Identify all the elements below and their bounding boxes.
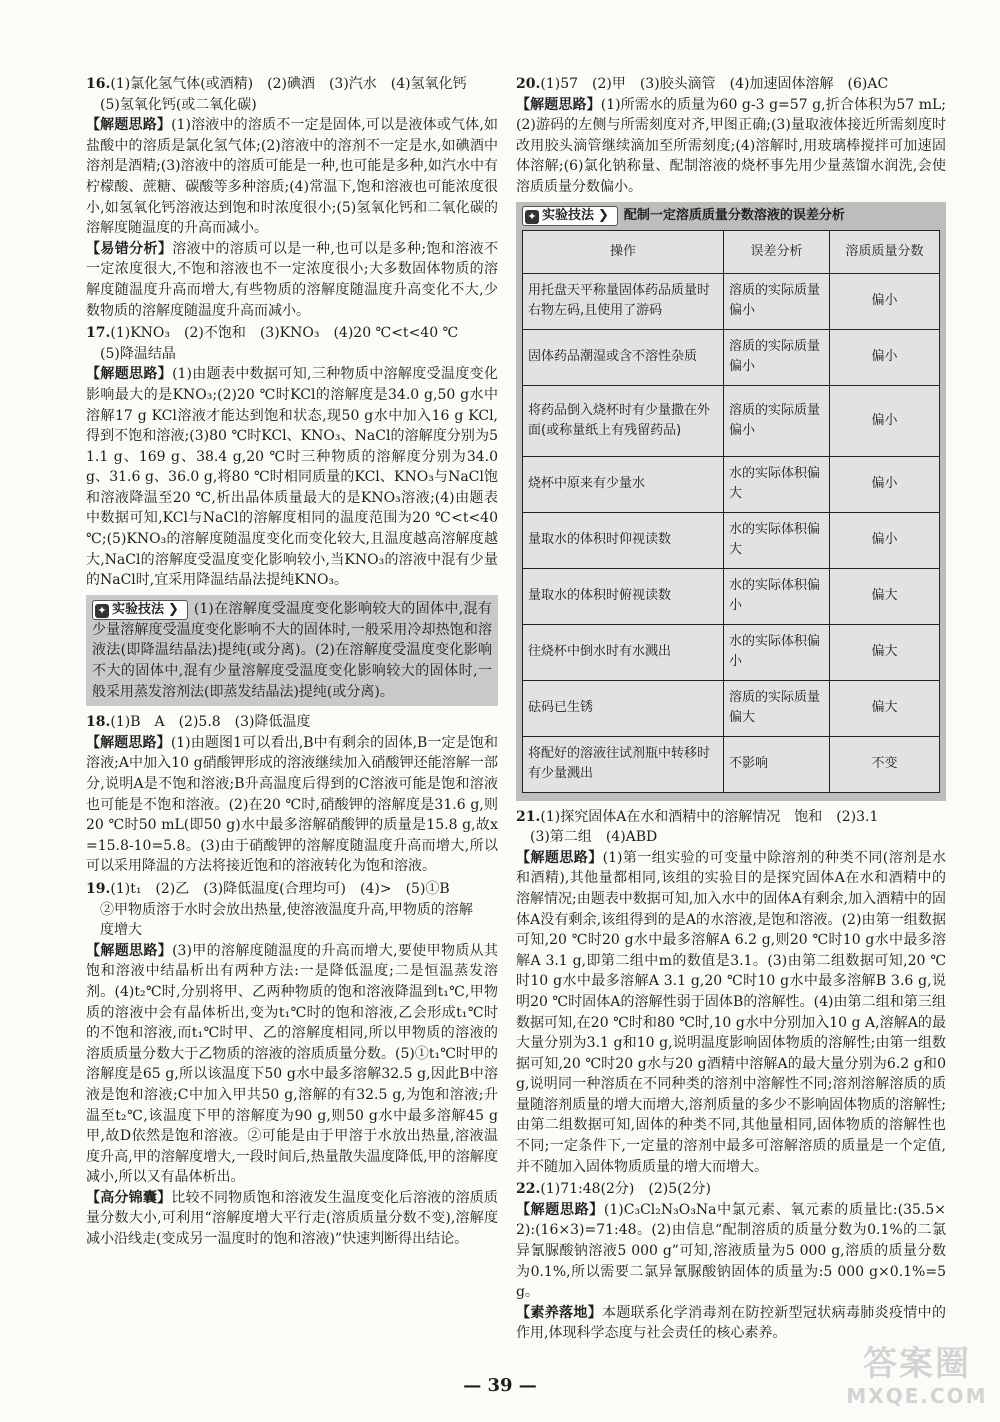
- table-row: 砝码已生锈 溶质的实际质量偏大 偏大: [523, 680, 940, 736]
- tip-label: ✦ 实验技法 ❯: [92, 600, 188, 620]
- question-19: [86, 879, 498, 1250]
- table-header-row: [523, 230, 940, 273]
- q18-answer-line-1: 18.(1)B A (2)5.8 (3)降低温度: [86, 714, 311, 731]
- q22-number: 22.: [516, 1181, 541, 1198]
- q22-literacy-tag: 【素养落地】: [516, 1304, 603, 1321]
- q16-solution: 【解题思路】(1)溶液中的溶质不一定是固体,可以是液体或气体,如盐酸中的溶质是氯化氢气体;(2)溶液中的溶剂不一定是水,如碘酒中溶剂是酒精;(3)溶液中的溶质可能是一种,也可能是多种,如汽水中有柠檬酸、蔗糖、碳酸等多种溶质;(4)常温下,饱和溶液也可能浓度很小,如氢氧化钙溶液达到饱和时浓度很小;(5)氢氧化钙和二氧化碳的溶解度随温度的升高而减小。: [86, 117, 499, 237]
- q17-experiment-tip: ✦ 实验技法 ❯ (1)在溶解度受温度变化影响较大的固体中,混有少量溶解度受温度变化影响不大的固体时,一般采用冷却热饱和溶液法(即降温结晶法)提纯(或分离)。(2)在溶解度受温度变化影响不大的固体中,混有少量溶解度受温度变化影响较大的固体时,一般采用蒸发溶剂法(即蒸发结晶法)提纯(或分离)。: [86, 595, 498, 706]
- watermark-line-2: MXQE.COM: [846, 1384, 988, 1408]
- watermark-logo: [842, 1344, 992, 1414]
- q16-answer-line-2: (5)氢氧化钙(或二氧化碳): [100, 96, 257, 113]
- q16-error-analysis: 【易错分析】溶液中的溶质可以是一种,也可以是多种;饱和溶液不一定浓度很大,不饱和溶液也不一定浓度很小;大多数固体物质的溶解度随温度升高而增大,有些物质的溶解度随温度升高变化不大,少数物质的溶解度随温度升高而减小。: [86, 240, 499, 319]
- question-17: [86, 323, 498, 706]
- table-row: 用托盘天平称量固体药品质量时右物左码,且使用了游码 溶质的实际质量偏小 偏小: [523, 273, 940, 329]
- arrow-right-icon: ❯: [168, 601, 179, 617]
- table-row: 将配好的溶液往试剂瓶中转移时有少量溅出 不影响 不变: [523, 736, 940, 792]
- q18-number: 18.: [86, 714, 111, 731]
- q18-solution: 【解题思路】(1)由题图1可以看出,B中有剩余的固体,B一定是饱和溶液;A中加入10 g硝酸钾形成的溶液继续加入硝酸钾还能溶解一部分,说明A是不饱和溶液;B升高温度后得到的C溶液可能是饱和溶液也可能是不饱和溶液。(2)在20 ℃时,硝酸钾的溶解度是31.6 g,则20 ℃时50 mL(即50 g)水中最多溶解硝酸钾的质量是15.8 g,故x=15.8-10=5.8。(3)由于硝酸钾的溶解度随温度升高而增大,所以可以采用降温的方法将接近饱和的溶液转化为饱和溶液。: [86, 734, 498, 875]
- lightbulb-icon: ✦: [95, 604, 109, 618]
- q21-solution: 【解题思路】(1)第一组实验的可变量中除溶剂的种类不同(溶剂是水和酒精),其他量都相同,该组的实验目的是探究固体A在水和酒精中的溶解情况;由题表中数据可知,加入水中的固体A有剩余,加入酒精中的固体A没有剩余,该组得到的是A的水溶液,是饱和溶液。(2)由第一组数据可知,20 ℃时20 g水中最多溶解A 6.2 g,则20 ℃时10 g水中最多溶解A 3.1 g,即第二组中m的数值是3.1。(3)由第二组数据可知,20 ℃时10 g水中最多溶解A 3.1 g,20 ℃时10 g水中最多溶解B 3.6 g,说明20 ℃时固体A的溶解性弱于固体B的溶解性。(4)由第二组和第三组数据可知,在20 ℃时和80 ℃时,10 g水中分别加入10 g A,溶解A的最大量分别为3.1 g和10 g,说明温度影响固体物质的溶解性;由第一组数据可知,20 ℃时20 g水与20 g酒精中溶解A的最大量分别为6.2 g和0 g,说明同一种溶质在不同种类的溶剂中溶解性不同;溶剂溶解溶质的质量随溶剂质量的增大而增大,溶剂质量的多少不影响固体物质的溶解性;由第二组数据可知,固体的种类不同,其他量相同,固体物质的溶解性也不同;一定条件下,一定量的溶剂中最多可溶解溶质的质量是一个定值,并不随加入固体物质质量的增大而增大。: [516, 849, 947, 1175]
- q20-answer-line-1: 20.(1)57 (2)甲 (3)胶头滴管 (4)加速固体溶解 (6)AC: [516, 76, 889, 92]
- table-row: 量取水的体积时俯视读数 水的实际体积偏小 偏大: [523, 568, 940, 624]
- right-column: [516, 74, 946, 1346]
- table-row: 量取水的体积时仰视读数 水的实际体积偏大 偏小: [523, 512, 940, 568]
- q16-error-tag: 【易错分析】: [86, 240, 173, 257]
- watermark-line-1: 答案圈: [863, 1344, 971, 1384]
- error-analysis-heading: [522, 206, 940, 226]
- left-column: [86, 74, 498, 1252]
- lightbulb-icon: ✦: [525, 210, 539, 224]
- table-row: 往烧杯中倒水时有水溅出 水的实际体积偏小 偏大: [523, 624, 940, 680]
- q19-number: 19.: [86, 880, 111, 897]
- table-row: 固体药品潮湿或含不溶性杂质 溶质的实际质量偏小 偏小: [523, 329, 940, 385]
- q20-number: 20.: [516, 76, 541, 92]
- question-18: [86, 712, 498, 877]
- q21-answer-line-1: 21.(1)探究固体A在水和酒精中的溶解情况 饱和 (2)3.1: [516, 808, 879, 825]
- q21-number: 21.: [516, 808, 541, 825]
- question-21: [516, 807, 946, 1178]
- table-row: 将药品倒入烧杯时有少量撒在外面(或称量纸上有残留药品) 溶质的实际质量偏小 偏小: [523, 385, 940, 456]
- q19-answer-line-3: 度增大: [100, 922, 142, 939]
- q16-number: 16.: [86, 76, 111, 92]
- q20-solution: 【解题思路】(1)所需水的质量为60 g-3 g=57 g,折合体积为57 mL;(2)游码的左侧与所需刻度对齐,甲图正确;(3)量取液体接近所需刻度时改用胶头滴管继续滴加至所需刻度;(4)溶解时,用玻璃棒搅拌可加速固体溶解;(6)氯化钠称量、配制溶液的烧杯事先用少量蒸馏水润洗,会使溶质质量分数偏小。: [516, 96, 946, 195]
- q19-high-score-tip: 【高分锦囊】比较不同物质饱和溶液发生温度变化后溶液的溶质质量分数大小,可利用“溶解度增大平行走(溶质质量分数不变),溶解度减小沿线走(变成另一温度时的饱和溶液)”快速判断得出结论。: [86, 1189, 499, 1248]
- q16-answer-line-1: 16.(1)氯化氢气体(或酒精) (2)碘酒 (3)汽水 (4)氢氧化钙: [86, 76, 467, 92]
- q17-answer-line-2: (5)降温结晶: [100, 345, 176, 362]
- table-tip-label: ✦ 实验技法 ❯: [522, 206, 618, 226]
- page-number: — 39 —: [463, 1375, 537, 1396]
- error-analysis-table: [522, 230, 940, 793]
- header-error-analysis: 误差分析: [724, 230, 830, 273]
- q17-number: 17.: [86, 325, 111, 342]
- q21-solution-tag: 【解题思路】: [516, 849, 603, 866]
- q21-answer-line-2: (3)第二组 (4)ABD: [530, 829, 658, 846]
- q17-solution-tag: 【解题思路】: [86, 366, 173, 383]
- question-16: [86, 74, 498, 321]
- header-operation: 操作: [523, 230, 724, 273]
- error-analysis-box: [516, 202, 946, 801]
- error-analysis-title: 配制一定溶质质量分数溶液的误差分析: [623, 207, 845, 223]
- q22-answer-line-1: 22.(1)71:48(2分) (2)5(2分): [516, 1181, 711, 1198]
- question-20: [516, 74, 946, 801]
- q19-tip-tag: 【高分锦囊】: [86, 1189, 172, 1206]
- question-22: [516, 1179, 946, 1344]
- q19-answer-line-1: 19.(1)t₁ (2)乙 (3)降低温度(合理均可) (4)> (5)①B: [86, 880, 450, 897]
- q19-solution-tag: 【解题思路】: [86, 942, 173, 959]
- q19-solution: 【解题思路】(3)甲的溶解度随温度的升高而增大,要使甲物质从其饱和溶液中结晶析出有两种方法:一是降低温度;二是恒温蒸发溶剂。(4)t₂℃时,分别将甲、乙两种物质的饱和溶液降温到t₁℃,甲物质的溶液中会有晶体析出,变为t₁℃时的饱和溶液,乙会形成t₁℃时的不饱和溶液,而t₁℃时甲、乙的溶解度相同,所以甲物质的溶液的溶质质量分数大于乙物质的溶液的溶质质量分数。(5)①t₁℃时甲的溶解度是65 g,所以该温度下50 g水中最多溶解32.5 g,因此B中溶液是饱和溶液;C中加入甲共50 g,溶解的有32.5 g,为饱和溶液;升温至t₂℃,该温度下甲的溶解度为90 g,则50 g水中最多溶解45 g甲,故D依然是饱和溶液。②可能是由于甲溶于水放出热量,溶液温度升高,甲的溶解度增大,一段时间后,热量散失温度降低,甲的溶解度减小,所以又有晶体析出。: [86, 942, 499, 1186]
- q17-solution: 【解题思路】(1)由题表中数据可知,三种物质中溶解度受温度变化影响最大的是KNO₃;(2)20 ℃时KCl的溶解度是34.0 g,50 g水中溶解17 g KCl溶液才能达到饱和状态,现50 g水中加入16 g KCl,得到不饱和溶液;(3)80 ℃时KCl、KNO₃、NaCl的溶解度分别为51.1 g、169 g、38.4 g,20 ℃时三种物质的溶解度分别为34.0 g、31.6 g、36.0 g,将80 ℃时相同质量的KCl、KNO₃与NaCl饱和溶液降温至20 ℃,析出晶体质量最大的是KNO₃溶液;(4)由题表中数据可知,KCl与NaCl的溶解度相同的温度范围为20 ℃<t<40 ℃;(5)KNO₃的溶解度随温度变化而变化较大,且温度越高溶解度越大,NaCl的溶解度受温度变化影响较小,当KNO₃的溶液中混有少量的NaCl时,宜采用降温结晶法提纯KNO₃。: [86, 366, 499, 589]
- arrow-right-icon: ❯: [598, 207, 609, 223]
- q17-answer-line-1: 17.(1)KNO₃ (2)不饱和 (3)KNO₃ (4)20 ℃<t<40 ℃: [86, 325, 459, 342]
- q16-solution-tag: 【解题思路】: [86, 117, 172, 134]
- q22-solution-tag: 【解题思路】: [516, 1201, 604, 1218]
- header-mass-fraction: 溶质质量分数: [830, 230, 940, 273]
- q18-solution-tag: 【解题思路】: [86, 734, 171, 751]
- q22-solution: 【解题思路】(1)C₃Cl₂N₃O₃Na中氯元素、氧元素的质量比:(35.5×2):(16×3)=71:48。(2)由信息“配制溶质的质量分数为0.1%的二氯异氰脲酸钠溶液5 000 g”可知,溶液质量为5 000 g,溶质的质量分数为0.1%,所以需要二氯异氰脲酸钠固体的质量为:5 000 g×0.1%=5 g。: [516, 1201, 946, 1301]
- table-row: 烧杯中原来有少量水 水的实际体积偏大 偏小: [523, 456, 940, 512]
- q22-literacy: 【素养落地】本题联系化学消毒剂在防控新型冠状病毒肺炎疫情中的作用,体现科学态度与社会责任的核心素养。: [516, 1304, 947, 1342]
- q20-solution-tag: 【解题思路】: [516, 96, 601, 113]
- q19-answer-line-2: ②甲物质溶于水时会放出热量,使溶液温度升高,甲物质的溶解: [100, 901, 473, 918]
